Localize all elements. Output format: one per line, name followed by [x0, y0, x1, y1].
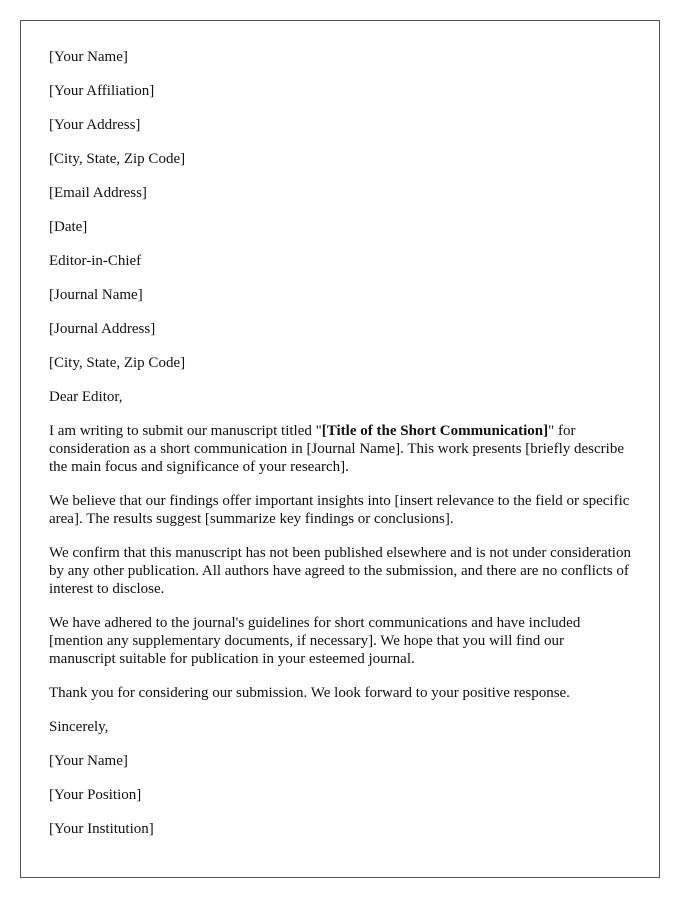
recipient-journal-name: [Journal Name] — [49, 287, 143, 303]
body-paragraph-1 — [49, 422, 631, 476]
sender-email: [Email Address] — [49, 185, 147, 201]
body-paragraph-5: Thank you for considering our submission. We look forward to your positive response. — [49, 685, 570, 701]
body-paragraph-4: We have adhered to the journal's guidelines for short communications and have included [mention any supplementary documents, if necessary]. We hope that you will find our manuscript suitable for publication in your esteemed journal. — [49, 615, 581, 667]
body-paragraph-3: We confirm that this manuscript has not been published elsewhere and is not under consideration by any other publication. All authors have agreed to the submission, and there are no conflicts of interest to disclose. — [49, 545, 631, 597]
sender-city-state-zip: [City, State, Zip Code] — [49, 151, 186, 167]
body-paragraph-2: We believe that our findings offer important insights into [insert relevance to the field or specific area]. The results suggest [summarize key findings or conclusions]. — [49, 493, 630, 527]
recipient-title: Editor-in-Chief — [49, 253, 142, 269]
closing-institution: [Your Institution] — [49, 821, 154, 837]
letter-document — [20, 20, 660, 878]
paragraph-1-intro: I am writing to submit our manuscript titled " — [49, 423, 322, 439]
sender-address: [Your Address] — [49, 117, 141, 133]
valediction: Sincerely, — [49, 719, 109, 735]
sender-affiliation: [Your Affiliation] — [49, 83, 155, 99]
sender-name: [Your Name] — [49, 49, 128, 65]
letter-date: [Date] — [49, 219, 88, 235]
recipient-journal-address: [Journal Address] — [49, 321, 156, 337]
salutation: Dear Editor, — [49, 389, 123, 405]
closing-position: [Your Position] — [49, 787, 142, 803]
closing-name: [Your Name] — [49, 753, 128, 769]
manuscript-title: [Title of the Short Communication] — [321, 423, 549, 439]
paragraph-1-rest: " for consideration as a short communication in [Journal Name]. This work presents [briefly describe the main focus and significance of your research]. — [49, 423, 624, 475]
recipient-city-state-zip: [City, State, Zip Code] — [49, 355, 186, 371]
